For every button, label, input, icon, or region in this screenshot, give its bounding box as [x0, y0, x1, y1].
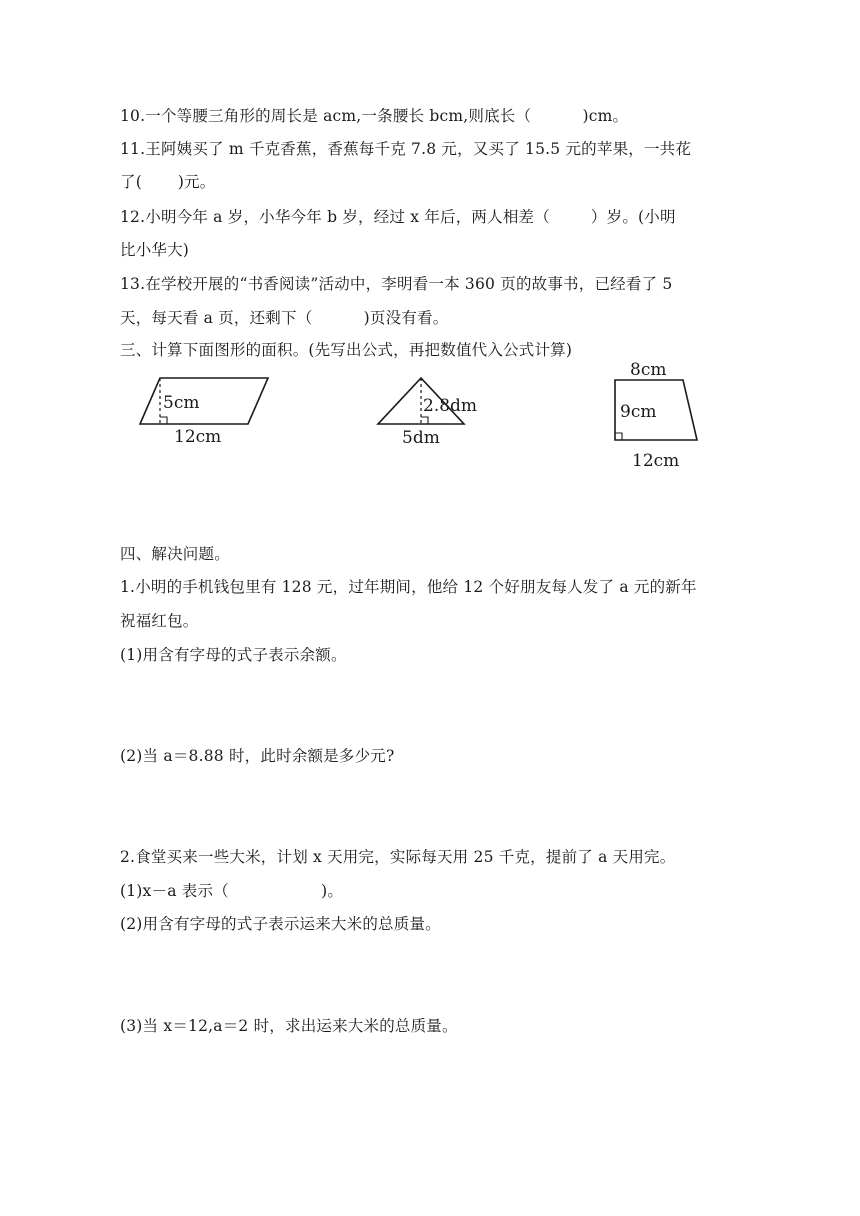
trapezoid-height-label: 9cm: [620, 402, 657, 422]
question-13-line-1: 13.在学校开展的“书香阅读”活动中，李明看一本 360 页的故事书，已经看了 5: [120, 275, 673, 293]
question-11-line-1: 11.王阿姨买了 m 千克香蕉，香蕉每千克 7.8 元，又买了 15.5 元的苹果，一共花: [120, 140, 692, 158]
question-11-line-2: 了( )元。: [120, 173, 216, 191]
problem-1-part-1: (1)用含有字母的式子表示余额。: [120, 646, 347, 664]
problem-1-line-2: 祝福红包。: [120, 612, 199, 630]
triangle-figure: [378, 374, 488, 446]
section-4-heading: 四、解决问题。: [120, 545, 230, 563]
trapezoid-top-label: 8cm: [630, 360, 667, 380]
parallelogram-figure: [140, 372, 270, 447]
right-angle-mark: [421, 417, 428, 424]
problem-2-line-1: 2.食堂买来一些大米，计划 x 天用完，实际每天用 25 千克，提前了 a 天用完。: [120, 848, 676, 866]
parallelogram-height-label: 5cm: [163, 393, 200, 413]
parallelogram-shape: [140, 378, 268, 424]
question-12-line-1: 12.小明今年 a 岁，小华今年 b 岁，经过 x 年后，两人相差（ ）岁。(小明: [120, 208, 676, 226]
trapezoid-figure: [610, 358, 720, 470]
parallelogram-base-label: 12cm: [174, 427, 222, 447]
question-12-line-2: 比小华大): [120, 241, 190, 259]
right-angle-mark: [615, 433, 622, 440]
question-13-line-2: 天，每天看 a 页，还剩下（ )页没有看。: [120, 309, 449, 327]
right-angle-mark: [160, 417, 167, 424]
trapezoid-bottom-label: 12cm: [632, 451, 680, 471]
problem-2-part-3: (3)当 x＝12,a＝2 时，求出运来大米的总质量。: [120, 1017, 458, 1035]
section-3-heading: 三、计算下面图形的面积。(先写出公式，再把数值代入公式计算): [120, 341, 573, 359]
problem-1-line-1: 1.小明的手机钱包里有 128 元，过年期间，他给 12 个好朋友每人发了 a 元的新年: [120, 578, 697, 596]
triangle-height-label: 2.8dm: [423, 396, 478, 416]
question-10: 10.一个等腰三角形的周长是 acm,一条腰长 bcm,则底长（ )cm。: [120, 107, 629, 125]
triangle-base-label: 5dm: [402, 428, 440, 448]
problem-2-part-2: (2)用含有字母的式子表示运来大米的总质量。: [120, 915, 441, 933]
problem-2-part-1: (1)x－a 表示（ )。: [120, 882, 344, 900]
problem-1-part-2: (2)当 a＝8.88 时，此时余额是多少元?: [120, 747, 395, 765]
